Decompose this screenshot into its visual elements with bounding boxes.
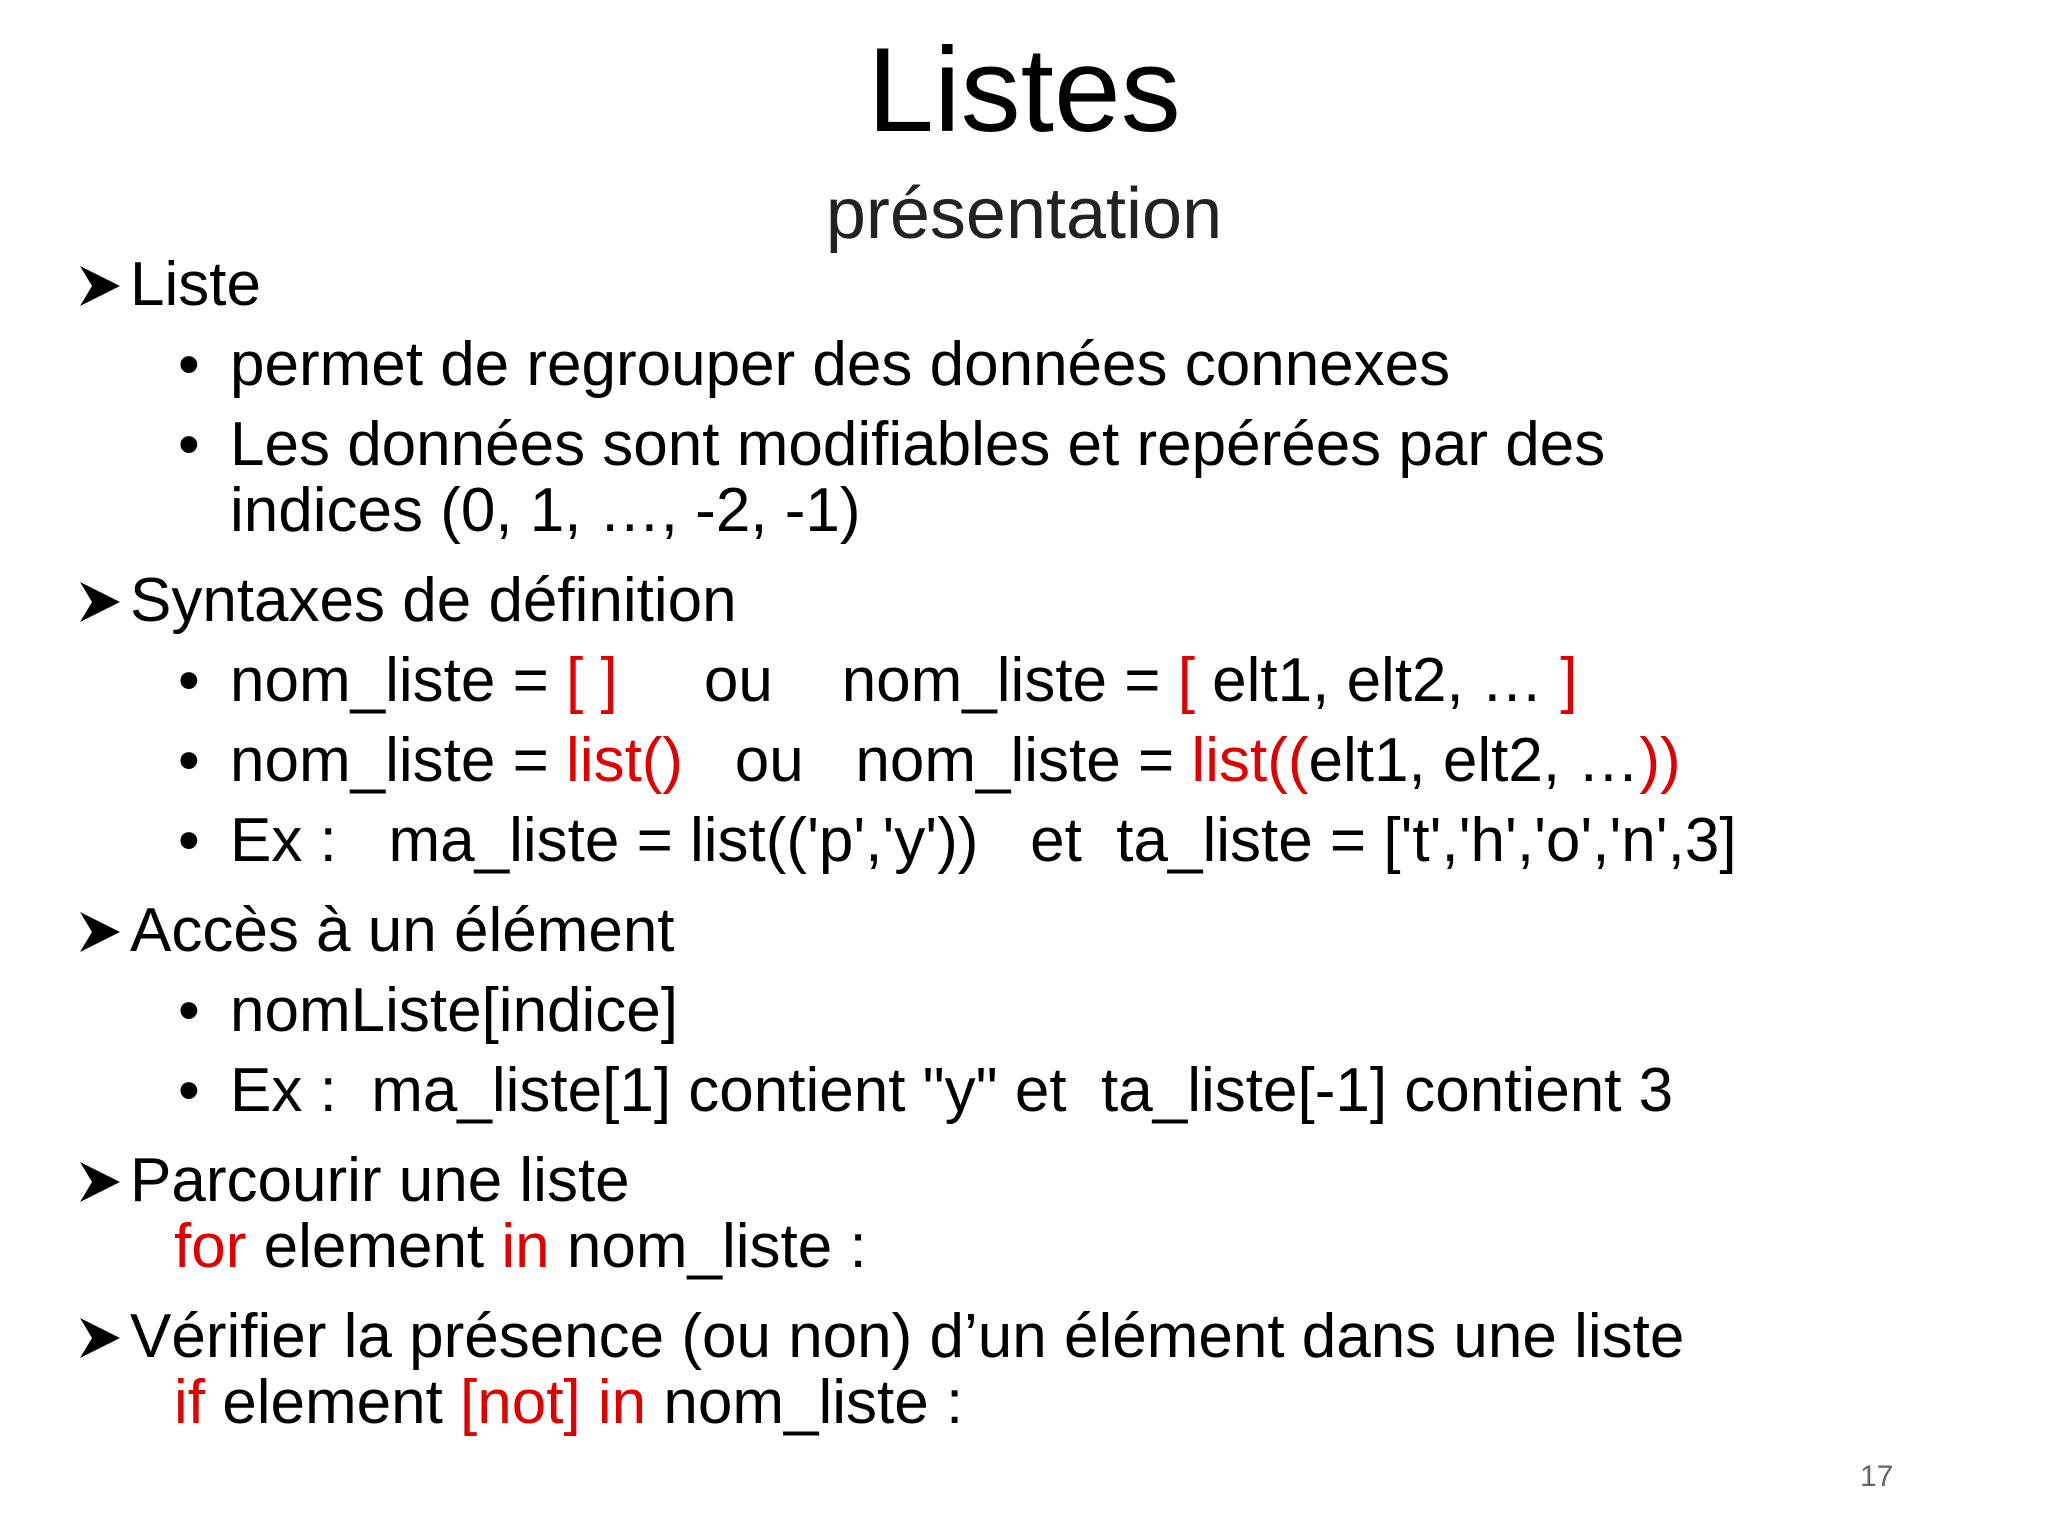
dot-bullet-icon: • [178,1056,200,1125]
section-heading: Syntaxes de définition [130,566,737,635]
arrow-bullet-icon [78,1148,130,1204]
list-item: • nomListe[indice] [178,976,679,1045]
dot-bullet-icon: • [178,410,200,479]
section-heading: Liste [130,250,261,319]
section-verifier [78,1304,1978,1370]
dot-bullet-icon: • [178,976,200,1045]
section-heading: Parcourir une liste [130,1146,630,1215]
arrow-bullet-icon [78,252,130,308]
arrow-bullet-icon [78,898,130,954]
dot-bullet-icon: • [178,646,200,715]
slide-subtitle: présentation [825,174,1223,254]
list-item: • nom_liste = list() ou nom_liste = list((elt1, elt2, …)) [178,726,1681,795]
dot-bullet-icon: • [178,726,200,795]
dot-bullet-icon: • [178,806,200,875]
section-syntaxes [78,568,1978,634]
section-heading: Accès à un élément [130,896,675,965]
section-liste [78,252,1978,318]
code-line: for element in nom_liste : [174,1212,867,1281]
list-item: • Ex : ma_liste[1] contient "y" et ta_liste[-1] contient 3 [178,1056,1674,1125]
section-heading: Vérifier la présence (ou non) d’un élément dans une liste [130,1302,1685,1371]
list-item: • nom_liste = [ ] ou nom_liste = [ elt1, elt2, … ] [178,646,1578,715]
section-parcourir [78,1148,1978,1214]
section-acces [78,898,1978,964]
arrow-bullet-icon [78,1304,130,1360]
dot-bullet-icon: • [178,330,200,399]
list-item: • Ex : ma_liste = list(('p','y')) et ta_liste = ['t','h','o','n',3] [178,806,1737,875]
code-line: if element [not] in nom_liste : [174,1368,964,1437]
slide-content [78,252,1978,1436]
slide-title: Listes [867,23,1181,157]
page-number: 17 [1860,1460,1894,1493]
list-item: • permet de regrouper des données connexes [178,330,1451,399]
arrow-bullet-icon [78,568,130,624]
list-item: • Les données sont modifiables et repérées par des indices (0, 1, …, -2, -1) [178,410,1606,545]
